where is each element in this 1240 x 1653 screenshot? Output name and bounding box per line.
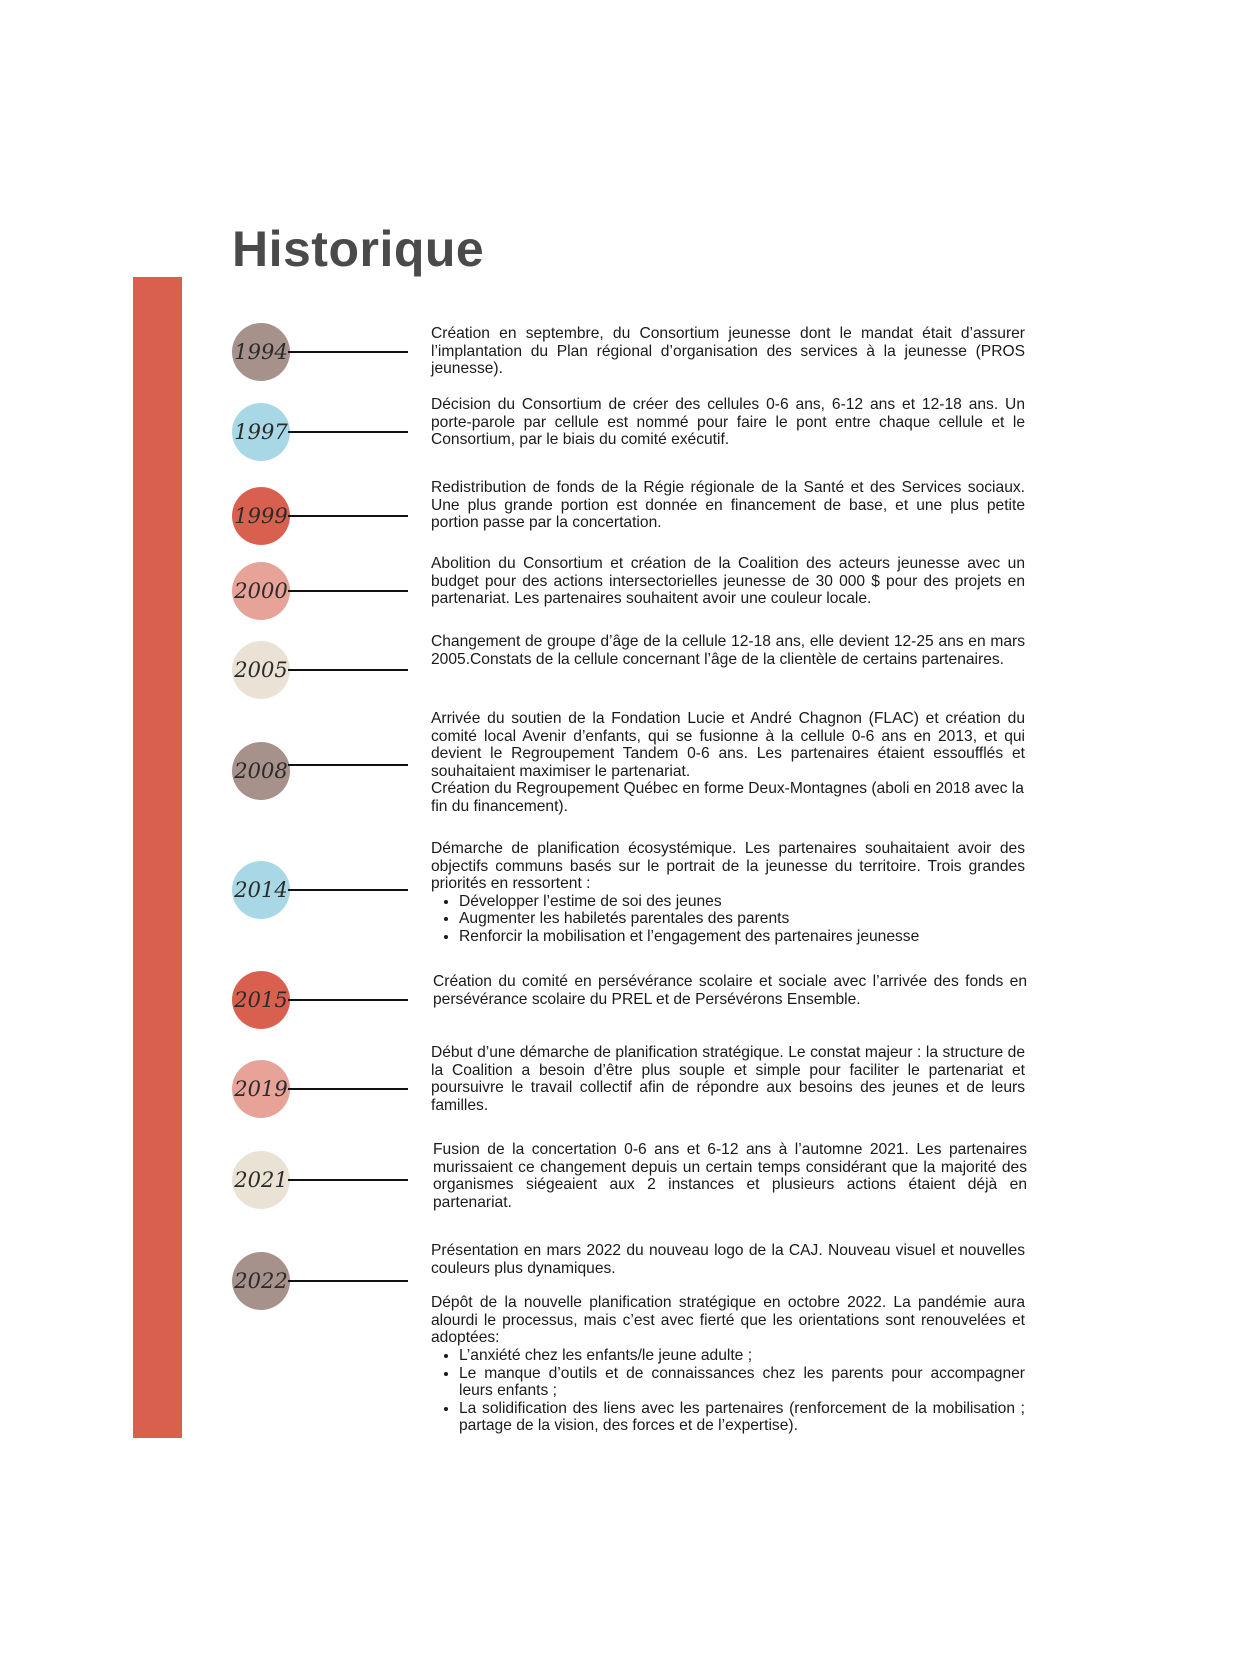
event-text: Démarche de planification écosystémique. Les partenaires souhaitaient avoir des objectifs communs basés sur le portrait de la jeunesse du territoire. Trois grandes priorités en ressortent :	[431, 840, 1025, 893]
orientation-list	[431, 1347, 1025, 1435]
event-description	[431, 1044, 1025, 1114]
connector-line	[288, 1179, 408, 1181]
year-circle: 2000	[232, 562, 290, 620]
connector-line	[288, 669, 408, 671]
connector-line	[288, 764, 408, 766]
connector-line	[288, 999, 408, 1001]
event-description	[431, 1242, 1025, 1435]
year-circle: 2022	[232, 1252, 290, 1310]
year-circle: 2015	[232, 971, 290, 1029]
event-text: Abolition du Consortium et création de la Coalition des acteurs jeunesse avec un budget pour des actions intersectorielles jeunesse de 30 000 $ pour des projets en partenariat. Les partenaires souhaitent avoir une couleur locale.	[431, 555, 1025, 608]
event-description	[431, 555, 1025, 608]
year-circle: 2021	[232, 1151, 290, 1209]
year-circle: 2019	[232, 1060, 290, 1118]
year-circle: 1997	[232, 403, 290, 461]
list-item: • Augmenter les habiletés parentales des parents	[459, 910, 1025, 928]
event-text: Fusion de la concertation 0-6 ans et 6-12 ans à l’automne 2021. Les partenaires murissaient ce changement depuis un certain temps considérant que la majorité des organismes siégeaient aux 2 instances et plusieurs actions étaient déjà en partenariat.	[433, 1141, 1027, 1211]
event-text: Début d’une démarche de planification stratégique. Le constat majeur : la structure de la Coalition a besoin d’être plus souple et simple pour faciliter le partenariat et poursuivre le travail collectif afin de répondre aux besoins des jeunes et de leurs familles.	[431, 1044, 1025, 1114]
connector-line	[288, 431, 408, 433]
event-text: Changement de groupe d’âge de la cellule 12-18 ans, elle devient 12-25 ans en mars 2005.Constats de la cellule concernant l’âge de la clientèle de certains partenaires.	[431, 633, 1025, 668]
event-description	[431, 633, 1025, 668]
event-description	[431, 840, 1025, 946]
connector-line	[288, 1280, 408, 1282]
page-title: Historique	[232, 221, 485, 277]
year-circle: 2014	[232, 861, 290, 919]
connector-line	[288, 889, 408, 891]
year-circle: 1994	[232, 323, 290, 381]
connector-line	[288, 515, 408, 517]
event-description	[431, 479, 1025, 532]
connector-line	[288, 590, 408, 592]
event-description	[433, 973, 1027, 1008]
year-circle: 2008	[232, 742, 290, 800]
event-description	[431, 325, 1025, 378]
list-item: • La solidification des liens avec les partenaires (renforcement de la mobilisation ; partage de la vision, des forces et de l’expertise).	[459, 1400, 1025, 1435]
connector-line	[288, 351, 408, 353]
list-item: • Développer l’estime de soi des jeunes	[459, 893, 1025, 911]
timeline-bar	[133, 277, 182, 1438]
list-item: • Renforcir la mobilisation et l’engagement des partenaires jeunesse	[459, 928, 1025, 946]
event-text: Arrivée du soutien de la Fondation Lucie et André Chagnon (FLAC) et création du comité local Avenir d’enfants, qui se fusionne à la cellule 0-6 ans en 2013, et qui devient le Regroupement Tandem 0-6 ans. Les partenaires étaient essoufflés et souhaitaient maximiser le partenariat.	[431, 710, 1025, 780]
list-item: • L’anxiété chez les enfants/le jeune adulte ;	[459, 1347, 1025, 1365]
event-text: Redistribution de fonds de la Régie régionale de la Santé et des Services sociaux. Une plus grande portion est donnée en financement de base, et une plus petite portion passe par la concertation.	[431, 479, 1025, 532]
event-description	[433, 1141, 1027, 1211]
list-item: • Le manque d’outils et de connaissances chez les parents pour accompagner leurs enfants ;	[459, 1365, 1025, 1400]
year-circle: 2005	[232, 641, 290, 699]
event-text: Création en septembre, du Consortium jeunesse dont le mandat était d’assurer l’implantation du Plan régional d’organisation des services à la jeunesse (PROS jeunesse).	[431, 325, 1025, 378]
event-description	[431, 396, 1025, 449]
event-description	[431, 710, 1025, 816]
event-text-secondary: Dépôt de la nouvelle planification stratégique en octobre 2022. La pandémie aura alourdi le processus, mais c’est avec fierté que les orientations sont renouvelées et adoptées:	[431, 1294, 1025, 1347]
event-text: Décision du Consortium de créer des cellules 0-6 ans, 6-12 ans et 12-18 ans. Un porte-parole par cellule est nommé pour faire le pont entre chaque cellule et le Consortium, par le biais du comité exécutif.	[431, 396, 1025, 449]
event-text: Création du comité en persévérance scolaire et sociale avec l’arrivée des fonds en persévérance scolaire du PREL et de Persévérons Ensemble.	[433, 973, 1027, 1008]
priority-list	[431, 893, 1025, 946]
event-text-secondary: Création du Regroupement Québec en forme Deux-Montagnes (aboli en 2018 avec la fin du financement).	[431, 780, 1024, 815]
connector-line	[288, 1088, 408, 1090]
event-text: Présentation en mars 2022 du nouveau logo de la CAJ. Nouveau visuel et nouvelles couleurs plus dynamiques.	[431, 1242, 1025, 1277]
year-circle: 1999	[232, 487, 290, 545]
